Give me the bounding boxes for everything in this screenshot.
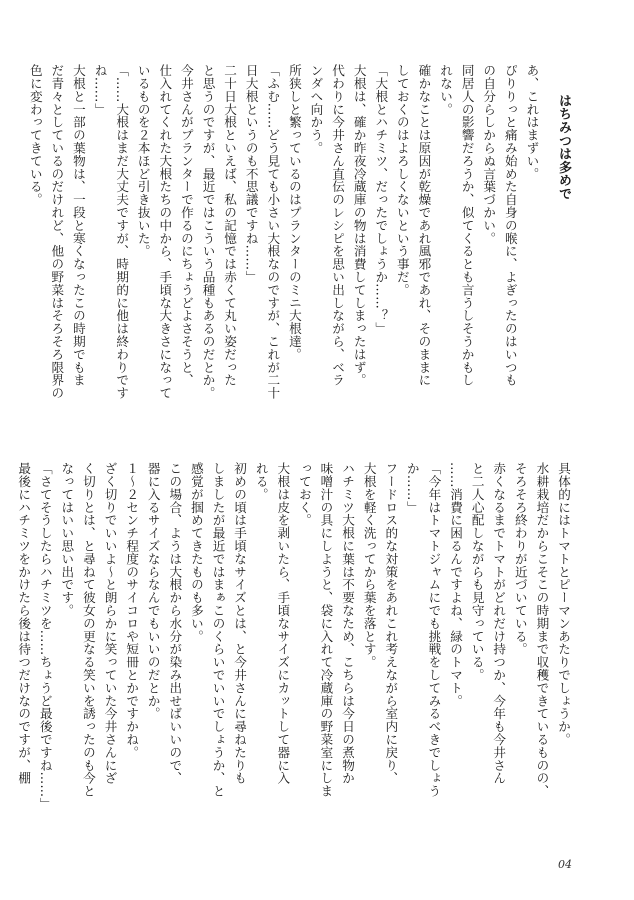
text-line: 大根を軽く洗ってから葉を落とす。	[361, 462, 377, 669]
text-line: なってはいい思い出です。	[59, 462, 75, 617]
text-line: 「大根とハチミツ、だったでしょうか……？」	[373, 64, 389, 335]
text-line: いるものを２本ほど引き抜いた。	[135, 64, 151, 258]
text-line: ね……」	[92, 64, 108, 116]
text-line: の自分らしからぬ言葉づかい。	[481, 64, 497, 245]
text-line: 器に入るサイズならなんでもいいのだとか。	[145, 462, 161, 720]
text-line: 仕入れてくれた大根たちの中から、手頃な大きさになって	[157, 64, 173, 400]
text-line: ざく切りでいいよ〜と朗らかに笑っていた今井さんにざ	[102, 462, 118, 785]
bottom-text-block	[16, 462, 574, 842]
text-line: 色に変わってきている。	[27, 64, 43, 206]
text-line: 同居人の影響だろうか、似てくるとも言うしそうかもし	[459, 64, 475, 387]
text-line: しておくのはよろしくないという事だ。	[394, 64, 410, 297]
text-line: １〜２センチ程度のサイコロや短冊とかですかね。	[124, 462, 140, 759]
text-line: 味噌汁の具にしようと、袋に入れて冷蔵庫の野菜室にしま	[318, 462, 334, 798]
text-line: 「さてそうしたらハチミツを……ちょうど最後ですね……」	[37, 462, 53, 811]
text-line: 赤くなるまでトマトがどれだけ持つか、今年も今井さん	[491, 462, 507, 785]
text-line: 二十日大根といえば、私の記憶では赤くて丸い姿だった	[222, 64, 238, 387]
text-line: 確かなことは原因が乾燥であれ風邪であれ、そのままに	[416, 64, 432, 387]
text-line: 今井さんがプランターで作るのにちょうどよさそうと、	[178, 64, 194, 387]
text-line: 最後にハチミツをかけたら後は待つだけなのですが、棚	[16, 462, 32, 785]
text-line: あ、これはまずい。	[524, 64, 540, 181]
text-line: 代わりに今井さん直伝のレシピを思い出しながら、ベラ	[330, 64, 346, 387]
text-line: れる。	[253, 462, 269, 501]
text-line: 大根は、確か昨夜冷蔵庫の物は消費してしまったはず。	[351, 64, 367, 387]
text-line: ンダへ向かう。	[308, 64, 324, 155]
page-number: 04	[558, 858, 572, 871]
text-line: 感覚が掴めてきたものも多い。	[188, 462, 204, 643]
text-line: 大根と一部の葉物は、一段と寒くなったこの時期でもま	[70, 64, 86, 387]
top-text-block	[27, 64, 574, 444]
text-line: だ青々としているのだけれど、他の野菜はそろそろ限界の	[49, 64, 65, 400]
text-line: れない。	[438, 64, 454, 116]
text-line: 「今年はトマトジャムにでも挑戦をしてみるべきでしょう	[426, 462, 442, 798]
story-title: はちみつは多めで	[556, 94, 571, 201]
text-line: ……消費に困るんですよね、緑のトマト。	[448, 462, 464, 708]
text-line: 大根は皮を剥いたら、手頃なサイズにカットして器に入	[275, 462, 291, 785]
text-line: 水耕栽培だからこそこの時期まで収穫できているものの、	[534, 462, 550, 798]
text-line: 「ふむ……どう見ても小さい大根なのですが、これが二十	[265, 64, 281, 400]
text-line: 「……大根はまだ大丈夫ですが、時期的に他は終わりです	[114, 64, 130, 400]
text-line: っておく。	[296, 462, 312, 527]
text-line: そろそろ終わりが近づいている。	[512, 462, 528, 656]
text-line: 日大根というのも不思議ですね……」	[243, 64, 259, 284]
text-line: 初めの頃は手頃なサイズとは、と今井さんに尋ねたりも	[232, 462, 248, 785]
text-line: と二人心配しながらも見守っている。	[469, 462, 485, 682]
text-line: フードロス的な対策をあれこれ考えながら室内に戻り、	[383, 462, 399, 785]
text-line: と思うのですが、最近ではこういう品種もあるのだとか。	[200, 64, 216, 400]
text-line: この場合、ようは大根から水分が染み出せばいいので、	[167, 462, 183, 785]
text-line: 所狭しと繁っているのはプランターのミニ大根達。	[286, 64, 302, 361]
text-line: か……」	[404, 462, 420, 514]
text-line: く切りとは、と尋ねて彼女の更なる笑いを誘ったのも今と	[80, 462, 96, 798]
text-line: ハチミツ大根に葉は不要なため、こちらは今日の煮物か	[340, 462, 356, 785]
text-line: しましたが最近ではまぁこのくらいでいいでしょうか、と	[210, 462, 226, 798]
text-line: 具体的にはトマトとピーマンあたりでしょうか。	[556, 462, 571, 746]
text-line: ぴりりっと痛み始めた自身の喉に、よぎったのはいつも	[502, 64, 518, 387]
